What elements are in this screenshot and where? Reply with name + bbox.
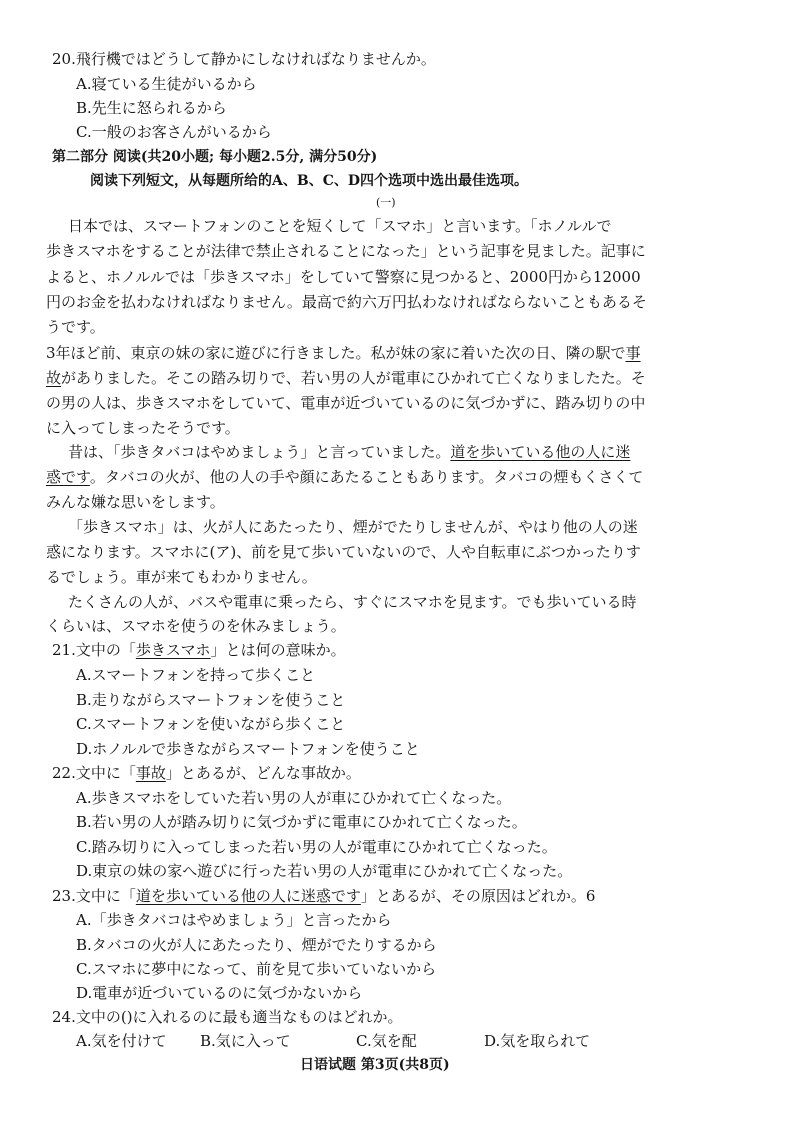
passage-p1-line3: よると、ホノルルでは「歩きスマホ」をしていて警察に見つかると、2000円から12000 <box>46 268 641 286</box>
passage-p5-line1: たくさんの人が、バスや電車に乗ったら、すぐにスマホを見ます。でも歩いている時 <box>68 593 637 611</box>
q22-option-b: B.若い男の人が踏み切りに気づかずに電車にひかれて亡くなった。 <box>76 813 527 831</box>
passage-p3-line1: 昔は、「歩きタバコはやめましょう」と言っていました。道を歩いている他の人に迷 <box>68 443 631 461</box>
q20-option-c: C.一般のお客さんがいるから <box>76 123 272 141</box>
passage-p4-line1: 「歩きスマホ」は、火が人にあたったり、煙がでたりしませんが、やはり他の人の迷 <box>68 518 638 536</box>
passage-p3-line2: 惑です。タバコの火が、他の人の手や顔にあたることもあります。タバコの煙もくさくて <box>46 468 644 486</box>
q21-option-c: C.スマートフォンを使いながら歩くこと <box>76 715 346 733</box>
q22-option-c: C.踏み切りに入ってしまった若い男の人が電車にひかれて亡くなった。 <box>76 838 557 856</box>
q24-option-c: C.気を配 <box>356 1032 417 1050</box>
passage-p3-line3: みんな嫌な思いをします。 <box>46 493 225 511</box>
q22-stem: 22.文中に「事故」とあるが、どんな事故か。 <box>52 764 361 782</box>
passage-p5-line2: くらいは、スマホを使うのを休みましょう。 <box>46 617 346 635</box>
q24-option-a: A.気を付けて <box>76 1032 167 1050</box>
underline-jiko-part1: 事 <box>625 344 641 362</box>
q23-option-a: A.「歩きタバコはやめましょう」と言ったから <box>76 911 392 929</box>
q22-option-a: A.歩きスマホをしていた若い男の人が車にひかれて亡くなった。 <box>76 789 512 807</box>
passage-p4-line2: 惑になります。スマホに(ア)、前を見て歩いていないので、人や自転車にぶつかったりす <box>46 543 641 561</box>
q24-option-d: D.気を取られて <box>484 1032 591 1050</box>
q20-option-a: A.寝ている生徒がいるから <box>76 75 257 93</box>
q22-option-d: D.東京の妹の家へ遊びに行った若い男の人が電車にひかれて亡くなった。 <box>76 862 573 880</box>
passage-p4-line3: るでしょう。車が来てもわかりません。 <box>46 568 317 586</box>
passage-p1-line4: 円のお金を払わなければなりません。最高で約六万円払わなければならないこともあるそ <box>46 293 647 311</box>
q20-stem: 20.飛行機ではどうして静かにしなければなりませんか。 <box>52 50 436 68</box>
q21-option-a: A.スマートフォンを持って歩くこと <box>76 666 316 684</box>
passage-p2-line3: の男の人は、歩きスマホをしていて、電車が近づいているのに気づかずに、踏み切りの中 <box>46 394 646 412</box>
q21-stem: 21.文中の「歩きスマホ」とは何の意味か。 <box>52 641 346 659</box>
underline-meiwaku-part2: 惑です <box>46 468 90 486</box>
passage-p1-line2: 歩きスマホをすることが法律で禁止されることになった」という記事を見ました。記事に <box>46 242 646 260</box>
underline-jiko-part2: 故 <box>46 369 62 387</box>
q23-option-c: C.スマホに夢中になって、前を見て歩いていないから <box>76 960 437 978</box>
q21-option-d: D.ホノルルで歩きながらスマートフォンを使うこと <box>76 740 420 758</box>
underline-meiwaku-part1: 道を歩いている他の人に迷 <box>450 443 631 461</box>
q24-option-b: B.気に入って <box>200 1032 291 1050</box>
section-marker: (一) <box>376 196 396 209</box>
q24-stem: 24.文中の()に入れるのに最も適当なものはどれか。 <box>52 1008 403 1026</box>
passage-p1-line1: 日本では、スマートフォンのことを短くして「スマホ」と言います。「ホノルルで <box>68 217 612 235</box>
part2-instruction: 阅读下列短文，从每题所给的A、B、C、D四个选项中选出最佳选项。 <box>90 173 528 189</box>
page-footer: 日语试题 第3页(共8页) <box>300 1057 450 1073</box>
passage-p2-line2: 故がありました。そこの踏み切りで、若い男の人が電車にひかれて亡くなりましたた。そ <box>46 369 646 387</box>
q23-option-d: D.電車が近づいているのに気づかないから <box>76 984 363 1002</box>
q23-option-b: B.タバコの火が人にあたったり、煙がでたりするから <box>76 936 437 954</box>
passage-p2-line4: に入ってしまったそうです。 <box>46 419 240 437</box>
passage-p2-line1: 3年ほど前、東京の妹の家に遊びに行きました。私が妹の家に着いた次の日、隣の駅で事 <box>46 344 641 362</box>
part2-heading: 第二部分 阅读(共20小题; 每小题2.5分, 满分50分) <box>52 149 378 165</box>
q21-option-b: B.走りながらスマートフォンを使うこと <box>76 691 346 709</box>
q23-stem: 23.文中に「道を歩いている他の人に迷惑です」とあるが、その原因はどれか。6 <box>52 887 596 905</box>
q20-option-b: B.先生に怒られるから <box>76 99 227 117</box>
passage-p1-line5: うです。 <box>46 318 105 336</box>
